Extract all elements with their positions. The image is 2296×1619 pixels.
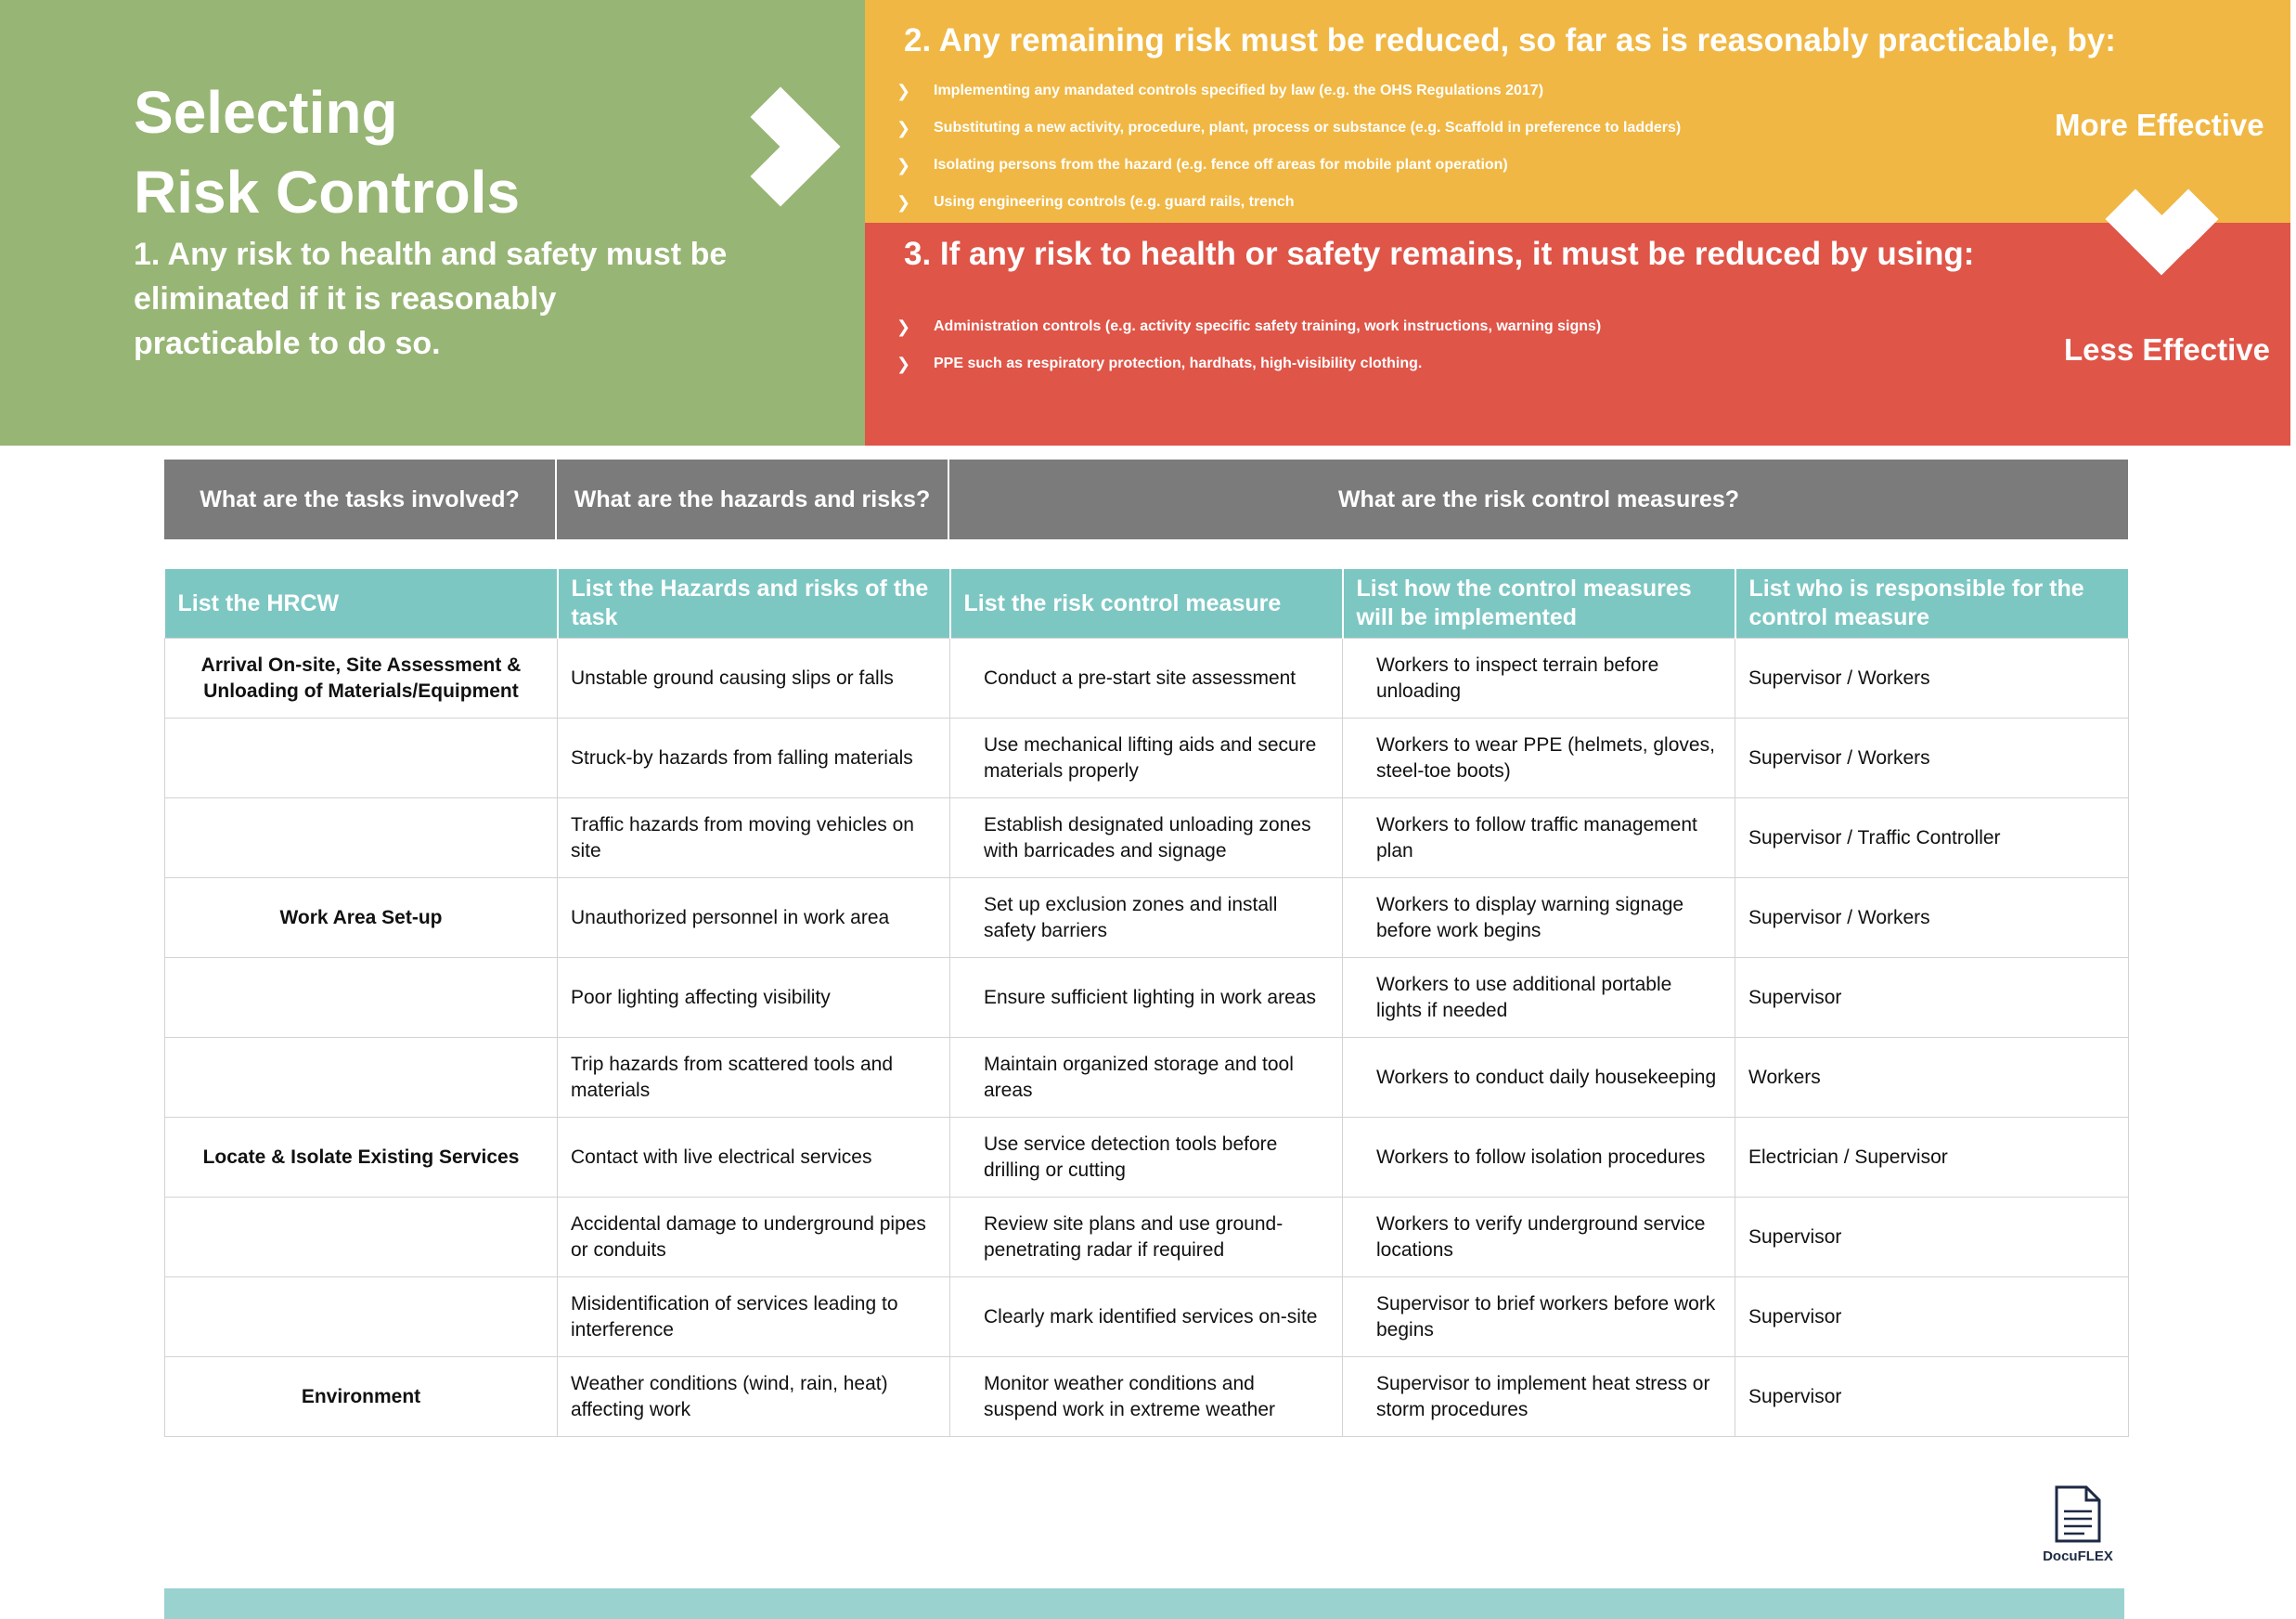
hierarchy-banner <box>0 0 2296 446</box>
residual-list <box>896 317 1601 392</box>
table-row <box>165 958 2129 1038</box>
control-cell: Ensure sufficient lighting in work areas <box>950 958 1343 1038</box>
responsible-cell: Supervisor / Workers <box>1735 878 2129 958</box>
implementation-cell: Workers to follow isolation procedures <box>1343 1118 1735 1198</box>
list-item: ❯ PPE such as respiratory protection, hardhats, high-visibility clothing. <box>896 355 1423 373</box>
task-cell <box>165 1277 558 1357</box>
implementation-cell: Workers to follow traffic management plan <box>1343 798 1735 878</box>
responsible-cell: Supervisor / Workers <box>1735 639 2129 719</box>
chevron-right-icon: ❯ <box>896 317 911 336</box>
title-line-2: Risk Controls <box>134 159 521 226</box>
docuflex-logo <box>2036 1483 2120 1573</box>
document-icon <box>2051 1483 2105 1547</box>
column-header: List the Hazards and risks of the task <box>558 569 950 639</box>
control-cell: Monitor weather conditions and suspend work in extreme weather <box>950 1357 1343 1437</box>
implementation-cell: Workers to use additional portable lights if needed <box>1343 958 1735 1038</box>
table-row <box>165 639 2129 719</box>
list-item: ❯ Isolating persons from the hazard (e.g. fence off areas for mobile plant operation) <box>896 156 1508 175</box>
responsible-cell: Supervisor <box>1735 1357 2129 1437</box>
column-header: List the risk control measure <box>950 569 1343 639</box>
column-header: List the HRCW <box>165 569 558 639</box>
implementation-cell: Workers to display warning signage before work begins <box>1343 878 1735 958</box>
risk-control-table <box>164 569 2130 1437</box>
implementation-cell: Supervisor to brief workers before work begins <box>1343 1277 1735 1357</box>
footer-bar <box>164 1588 2124 1619</box>
control-cell: Review site plans and use ground-penetrating radar if required <box>950 1198 1343 1277</box>
implementation-cell: Workers to verify underground service locations <box>1343 1198 1735 1277</box>
table-row <box>165 1277 2129 1357</box>
question-controls: What are the risk control measures? <box>1337 486 1740 512</box>
implementation-cell: Workers to inspect terrain before unloading <box>1343 639 1735 719</box>
control-cell: Use mechanical lifting aids and secure materials properly <box>950 719 1343 798</box>
chevron-right-icon: ❯ <box>896 119 911 137</box>
responsible-cell: Electrician / Supervisor <box>1735 1118 2129 1198</box>
list-item: ❯ Substituting a new activity, procedure, plant, process or substance (e.g. Scaffold in preference to ladders) <box>896 119 1682 137</box>
reduction-heading: 2. Any remaining risk must be reduced, so far as is reasonably practicable, by: <box>904 22 2116 58</box>
task-cell: Environment <box>165 1357 558 1437</box>
table-row <box>165 1038 2129 1118</box>
chevron-right-icon: ❯ <box>896 156 911 175</box>
hazard-cell: Traffic hazards from moving vehicles on site <box>558 798 950 878</box>
responsible-cell: Workers <box>1735 1038 2129 1118</box>
residual-heading: 3. If any risk to health or safety remains, it must be reduced by using: <box>904 236 1975 272</box>
task-cell <box>165 719 558 798</box>
responsible-cell: Supervisor / Traffic Controller <box>1735 798 2129 878</box>
table-row <box>165 878 2129 958</box>
hazard-cell: Contact with live electrical services <box>558 1118 950 1198</box>
implementation-cell: Workers to wear PPE (helmets, gloves, steel-toe boots) <box>1343 719 1735 798</box>
responsible-cell: Supervisor <box>1735 958 2129 1038</box>
table-row <box>165 798 2129 878</box>
hazard-cell: Weather conditions (wind, rain, heat) affecting work <box>558 1357 950 1437</box>
hazard-cell: Unstable ground causing slips or falls <box>558 639 950 719</box>
hazard-cell: Accidental damage to underground pipes or conduits <box>558 1198 950 1277</box>
banner-edge <box>2290 0 2296 446</box>
table-row <box>165 1357 2129 1437</box>
list-item: ❯ Using engineering controls (e.g. guard rails, trench <box>896 193 1295 212</box>
responsible-cell: Supervisor <box>1735 1198 2129 1277</box>
table-row <box>165 1198 2129 1277</box>
list-item: ❯ Implementing any mandated controls specified by law (e.g. the OHS Regulations 2017) <box>896 82 1544 100</box>
task-cell <box>165 1198 558 1277</box>
hazard-cell: Poor lighting affecting visibility <box>558 958 950 1038</box>
question-header-bar <box>164 460 2128 539</box>
control-cell: Conduct a pre-start site assessment <box>950 639 1343 719</box>
logo-name: DocuFLEX <box>2043 1548 2113 1564</box>
hazard-cell: Trip hazards from scattered tools and materials <box>558 1038 950 1118</box>
hazard-cell: Misidentification of services leading to interference <box>558 1277 950 1357</box>
task-cell: Locate & Isolate Existing Services <box>165 1118 558 1198</box>
less-effective-label: Less Effective <box>2064 332 2270 367</box>
task-cell <box>165 958 558 1038</box>
task-cell: Arrival On-site, Site Assessment & Unloading of Materials/Equipment <box>165 639 558 719</box>
list-item: ❯ Administration controls (e.g. activity specific safety training, work instructions, warning signs) <box>896 317 1602 336</box>
task-cell: Work Area Set-up <box>165 878 558 958</box>
column-header: List who is responsible for the control measure <box>1735 569 2129 639</box>
hazard-cell: Unauthorized personnel in work area <box>558 878 950 958</box>
question-tasks: What are the tasks involved? <box>164 460 557 539</box>
implementation-cell: Supervisor to implement heat stress or storm procedures <box>1343 1357 1735 1437</box>
title-line-1: Selecting <box>134 79 398 146</box>
task-cell <box>165 798 558 878</box>
question-hazards: What are the hazards and risks? <box>557 460 949 539</box>
page-title <box>134 72 520 232</box>
control-cell: Maintain organized storage and tool areas <box>950 1038 1343 1118</box>
control-cell: Establish designated unloading zones with barricades and signage <box>950 798 1343 878</box>
table-row <box>165 719 2129 798</box>
implementation-cell: Workers to conduct daily housekeeping <box>1343 1038 1735 1118</box>
control-cell: Clearly mark identified services on-site <box>950 1277 1343 1357</box>
task-cell <box>165 1038 558 1118</box>
chevron-right-icon: ❯ <box>896 193 911 212</box>
chevron-right-icon: ❯ <box>896 355 911 373</box>
responsible-cell: Supervisor / Workers <box>1735 719 2129 798</box>
control-cell: Use service detection tools before drilling or cutting <box>950 1118 1343 1198</box>
responsible-cell: Supervisor <box>1735 1277 2129 1357</box>
table-header-row <box>165 569 2129 639</box>
more-effective-label: More Effective <box>2055 108 2264 142</box>
table-row <box>165 1118 2129 1198</box>
control-cell: Set up exclusion zones and install safety barriers <box>950 878 1343 958</box>
reduction-list <box>896 82 1681 230</box>
column-header: List how the control measures will be implemented <box>1343 569 1735 639</box>
hazard-cell: Struck-by hazards from falling materials <box>558 719 950 798</box>
chevron-right-icon: ❯ <box>896 82 911 100</box>
elimination-statement: 1. Any risk to health and safety must be eliminated if it is reasonably practicable to do so. <box>134 237 728 361</box>
